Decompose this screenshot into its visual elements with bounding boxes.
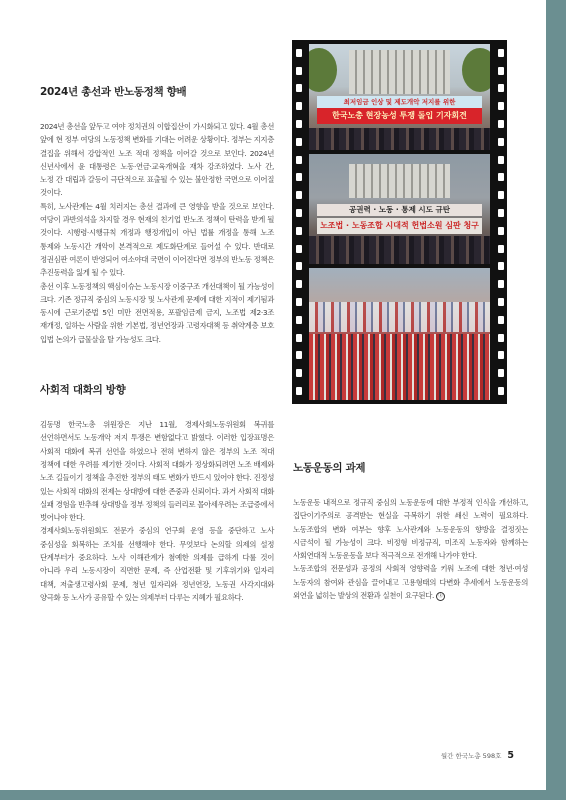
end-mark-icon: ⓚ bbox=[436, 592, 445, 601]
building-image bbox=[349, 164, 450, 198]
paragraph-continued: 경제사회노동위원회도 전문가 중심의 연구회 운영 등을 중단하고 노사 중심성을 회복하는 조치를 선행해야 한다. 무엇보다 논의할 의제의 설정 단계부터가 중요하다. 노사 이해관계가 첨예한 의제를 급하게 다룰 것이 아니라 우리 노동시장이 직면한 문제, 즉 산업전환 및 기후위기와 일자리 대책, 저출생고령사회 문제, 청년 일자리와 정년연장, 노동권 사각지대와 양극화 등 노사가 공유할 수 있는 의제부터 다루는 지혜가 필요하다. bbox=[40, 526, 274, 602]
banner-subtitle: 공권력 · 노동 · 통제 시도 규탄 bbox=[317, 204, 482, 216]
banner-subtitle: 최저임금 인상 및 제도개악 저지를 위한 bbox=[317, 96, 482, 108]
paragraph: 총선 이후 노동정책의 핵심이슈는 노동시장 이중구조 개선대책이 될 가능성이 크다. 기존 정규직 중심의 노동시장 및 노사관계 문제에 대한 지적이 제기됨과 동시에 근로기준법 5인 미만 전면적용, 포괄임금제 금지, 노조법 제2·3조 재개정, 일하는 사람을 위한 기본법, 정년연장과 고령자대책 등 취약계층 보호 입법 논의가 급물살을 탈 가능성도 크다. bbox=[40, 281, 274, 344]
paragraph: 특히, 노사관계는 4월 치러지는 총선 결과에 큰 영향을 받을 것으로 보인다. 여당이 과반의석을 차지할 경우 현재의 친기업 반노조 정책이 탄력을 받게 될 것이다. 시행령·시행규칙 개정과 행정개입이 아닌 법률 개정을 통해 노조 통제와 노동시간 개악이 본격적으로 제도화단계로 들어설 수 있다. 반대로 정권심판 여론이 반영되어 여소야대 국면이 이어진다면 정부의 반노동 정책은 추진동력을 잃게 될 수 있다. bbox=[40, 201, 274, 278]
flags-image bbox=[309, 302, 490, 332]
tree-image bbox=[462, 48, 490, 92]
paragraph bbox=[293, 562, 528, 602]
right-column bbox=[293, 420, 528, 602]
section-heading-social-dialogue: 사회적 대화의 방향 bbox=[40, 384, 126, 397]
left-column bbox=[40, 84, 274, 604]
protesters-image bbox=[309, 236, 490, 264]
film-sprockets-right bbox=[494, 40, 507, 404]
film-sprockets-left bbox=[292, 40, 305, 404]
section-heading-labor-movement: 노동운동의 과제 bbox=[293, 462, 366, 474]
tree-image bbox=[309, 48, 337, 92]
protesters-image bbox=[309, 128, 490, 150]
film-strip-photo bbox=[292, 40, 507, 404]
photo-frame-press-conference bbox=[309, 44, 490, 150]
section-heading-election: 2024년 총선과 반노동정책 향배 bbox=[40, 86, 187, 98]
paragraph: 노동운동 내적으로 정규직 중심의 노동운동에 대한 부정적 인식을 개선하고, 집단이기주의로 공격받는 현실을 극복하기 위한 쇄신 노력이 필요하다. 노동조합의 변화 여부는 향후 노사관계와 노동운동의 향방을 결정짓는 시금석이 될 가능성이 크다. 비정형 비정규직, 미조직 노동자와 함께하는 사회연대적 노동운동을 보다 적극적으로 전개해 나가야 한다. bbox=[293, 498, 528, 561]
page-footer bbox=[441, 750, 514, 761]
paragraph-text: 노동조합의 전문성과 공정의 사회적 영향력을 키워 노조에 대한 청년·여성 노동자의 참여와 관심을 끌어내고 고용형태의 다변화 추세에서 노동운동의 외연을 넓히는 발상의 전환과 실천이 요구된다. bbox=[293, 564, 528, 601]
building-image bbox=[349, 50, 450, 94]
paragraph: 2024년 총선을 앞두고 여야 정치권의 이합집산이 가시화되고 있다. 4월 총선 앞에 현 정부 여당의 노동정책 변화를 기대는 어려운 상황이다. 정부는 지지층 결집을 위해서 강압적인 노조 적대 정책을 이어갈 것으로 보인다. 2024년 신년사에서 윤 대통령은 노동·연금·교육개혁을 재차 강조하였다. 노사 간, 노정 간 대립과 갈등이 극단적으로 표출될 수 있는 불안정한 국면으로 이어질 것이다. bbox=[40, 122, 274, 198]
photo-frame-mass-rally bbox=[309, 268, 490, 400]
banner-title: 노조법 · 노동조합 시대적 헌법소원 심판 청구 bbox=[317, 218, 482, 234]
publication-name: 월간 한국노총 598호 bbox=[440, 752, 502, 760]
page-number: 5 bbox=[507, 750, 514, 761]
banner-title: 한국노총 현장농성 투쟁 돌입 기자회견 bbox=[317, 108, 482, 124]
paragraph: 김동명 한국노총 위원장은 지난 11월, 경제사회노동위원회 복귀를 선언하면서도 노동개악 저지 투쟁은 변함없다고 밝혔다. 이러한 입장표명은 사회적 대화에 복귀 선언을 하였으나 전혀 변하지 않은 정부의 노조 적대 정책에 대한 우려를 제기한 것이다. 사회적 대화가 정상화되려면 노조 배제와 노조 길들이기 정책을 추진한 정부의 태도 변화가 반드시 있어야 한다. 진정성 있는 사회적 대화의 전제는 상대방에 대한 존중과 신뢰이다. 과거 사회적 대화 실패 경험을 반추해 상대방을 정부 정책의 들러리로 몰아세우려는 조급증에서 벗어나야 한다. bbox=[40, 420, 274, 523]
crowd-image bbox=[309, 334, 490, 400]
photo-frame-rally bbox=[309, 154, 490, 264]
